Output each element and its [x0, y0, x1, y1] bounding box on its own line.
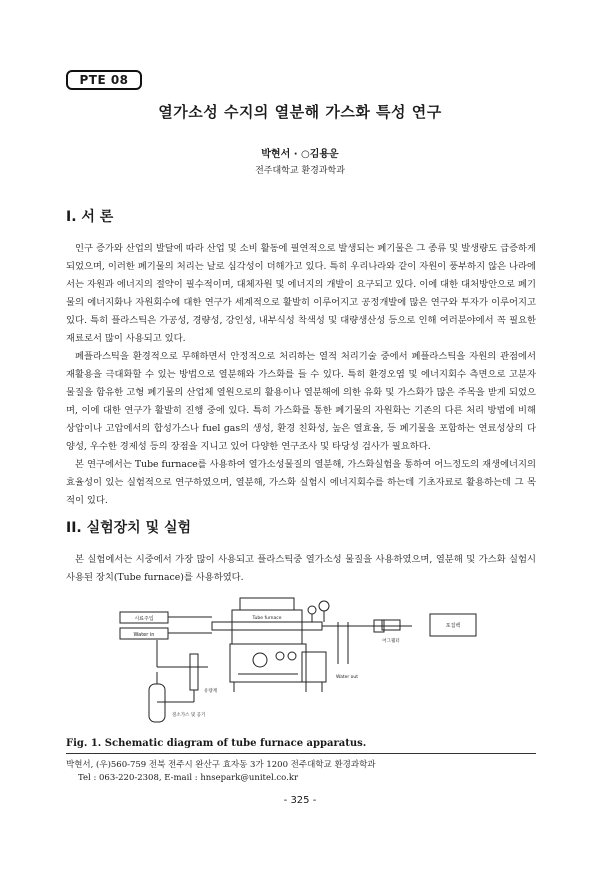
section-heading-intro: I. 서 론 [66, 209, 114, 225]
footnote-divider [66, 753, 536, 754]
footnote-address: 박현서, (우)560-759 전북 전주시 완산구 효자동 3가 1200 전주대학교 환경과학과 [66, 760, 376, 770]
label-cylinder: 질소가스 및 공기 [172, 713, 206, 718]
condenser-unit [382, 620, 400, 630]
label-water-out: Water out [335, 675, 359, 680]
apparatus-schematic [112, 592, 482, 728]
label-flowmeter: 유량계 [204, 689, 218, 694]
gas-cylinder [149, 684, 165, 722]
intro-paragraph-2: 폐플라스틱을 환경적으로 무해하면서 안정적으로 처리하는 열적 처리기술 중에서 폐플라스틱을 자원의 관점에서 재활용을 극대화할 수 있는 방법으로 열분해와 가스화를 들 수 있다. 특히 환경오염 및 에너지회수 측면으로 고분자 물질을 함유한 고형 폐기물의 산업체 열원으로의 활용이나 열분해에 의한 유화 및 가스화가 많은 주목을 받게 되었으며, 이에 대한 연구가 활발히 진행 중에 있다. 특히 가스화를 통한 폐기물의 자원화는 기존의 다른 처리 방법에 비해 상압이나 고압에서의 합성가스나 fuel gas의 생성, 환경 친화성, 높은 열효율, 등 폐기물을 포함하는 연료성상의 다양성, 우수한 경제성 등의 장점을 지니고 있어 다양한 연구조사 및 타당성 검사가 필요하다. [66, 351, 536, 452]
session-badge: PTE 08 [66, 70, 142, 90]
intro-paragraph-3: 본 연구에서는 Tube furnace를 사용하여 열가소성물질의 열분해, 가스화실험을 통하여 어느정도의 재생에너지의 효율성이 있는 실험적으로 연구하였으며, 열분해, 가스화 실험시 에너지회수를 하는데 기초자료로 활용하는데 그 목적이 있다. [66, 459, 536, 506]
label-furnace: Tube furnace [252, 616, 282, 621]
flowmeter-tube [190, 654, 198, 690]
section-heading-method: II. 실험장치 및 실험 [66, 520, 192, 536]
footnote-contact: Tel : 063-220-2308, E-mail : hnsepark@unitel.co.kr [78, 773, 299, 783]
paper-authors: 박현서 · ○김용운 [261, 149, 339, 160]
figure-caption: Fig. 1. Schematic diagram of tube furnace apparatus. [66, 738, 367, 749]
page-number: - 325 - [283, 795, 317, 806]
label-sample-inlet: 시료주입 [134, 616, 154, 622]
label-gas-bag: 포집백 [445, 623, 461, 629]
method-paragraph-1: 본 실험에서는 시중에서 가장 많이 사용되고 플라스틱중 열가소성 물질을 사용하였으며, 열분해 및 가스화 실험시 사용된 장치(Tube furnace)를 사용하였다. [66, 554, 536, 583]
pressure-gauge-icon [319, 601, 329, 611]
intro-paragraph-1: 인구 증가와 산업의 발달에 따라 산업 및 소비 활동에 필연적으로 발생되는 폐기물은 그 종류 및 발생량도 급증하게 되었으며, 이러한 폐기물의 처리는 날로 심각성이 더해가고 있다. 특히 우리나라와 같이 자원이 풍부하지 않은 나라에서는 자원과 에너지의 절약이 필수적이며, 대체자원 및 에너지의 개발이 요구되고 있다. 이에 대한 대처방안으로 폐기물의 에너지화나 자원회수에 대한 연구가 세계적으로 활발히 이루어지고 공정개발에 많은 연구와 투자가 이루어지고 있다. 특히 플라스틱은 가공성, 경량성, 강인성, 내부식성 착색성 및 대량생산성 등으로 인해 여러분야에서 꼭 필요한 재료로서 많이 사용되고 있다. [66, 243, 536, 344]
paper-title: 열가소성 수지의 열분해 가스화 특성 연구 [158, 103, 442, 121]
label-water-in: Water in [133, 632, 155, 638]
furnace-gauge [253, 653, 267, 667]
label-condenser: 어그웰터 [382, 639, 400, 644]
paper-affiliation: 전주대학교 환경과학과 [255, 166, 345, 176]
